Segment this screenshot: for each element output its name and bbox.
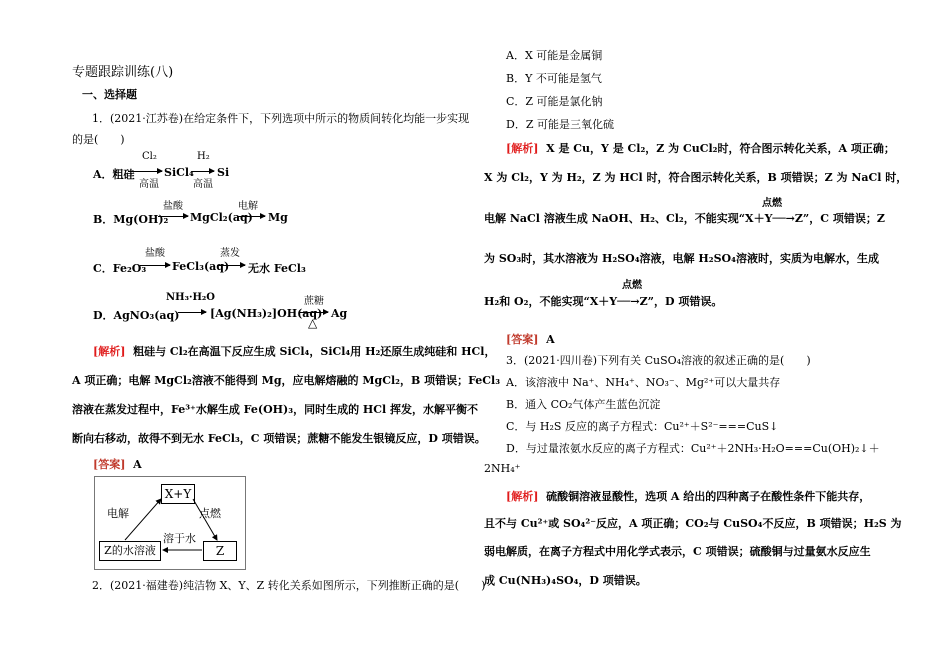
q2-stem: 2．(2021·福建卷)纯洁物 X、Y、Z 转化关系如图所示，下列推断正确的是( ) — [92, 579, 486, 592]
q1-answer — [93, 456, 142, 472]
diagram-arrows — [95, 477, 245, 569]
diagram-edge-dissolve: 溶于水 — [163, 532, 196, 545]
q1-c-end: 无水 FeCl₃ — [248, 262, 306, 275]
q1-b-arrow1 — [158, 216, 188, 217]
q1-option-b-label: B．Mg(OH)₂ — [93, 213, 169, 226]
q1-c-cond1: 盐酸 — [145, 248, 165, 259]
q2-option-b: B．Y 不可能是氢气 — [506, 72, 602, 85]
diagram-node-z: Z — [203, 541, 237, 561]
q3-option-d-cont: 2NH₄⁺ — [484, 462, 521, 475]
q1-b-end: Mg — [268, 211, 288, 224]
q1-a-end: Si — [217, 166, 230, 179]
q1-analysis-line1 — [93, 343, 495, 359]
answer-tag: [答案] — [93, 458, 126, 471]
q3-analysis-line4: 成 Cu(NH₃)₄SO₄，D 项错误。 — [484, 574, 647, 587]
q1-analysis-line3: 溶液在蒸发过程中，Fe³⁺水解生成 Fe(OH)₃，同时生成的 HCl 挥发，水解平衡不 — [72, 403, 479, 416]
analysis-tag: [解析] — [506, 490, 539, 503]
q1-c-arrow2 — [217, 265, 245, 266]
q3-analysis-line3: 弱电解质，在离子方程式中用化学式表示，C 项错误；硫酸铜与过量氨水反应生 — [484, 545, 871, 558]
analysis-text: 粗硅与 Cl₂在高温下反应生成 SiCl₄，SiCl₄用 H₂还原生成纯硅和 HCl， — [133, 345, 496, 358]
q1-d-heat: △ — [308, 316, 318, 330]
q2-analysis-line2: X 为 Cl₂，Y 为 H₂，Z 为 HCl 时，符合图示转化关系，B 项错误；Z 为 NaCl 时， — [484, 171, 908, 184]
q3-analysis-line1 — [506, 488, 870, 504]
q2-option-c: C．Z 可能是氯化钠 — [506, 95, 603, 108]
answer-value: A — [133, 458, 142, 471]
q1-d-end: Ag — [331, 307, 348, 320]
q1-analysis-line4: 断向右移动，故得不到无水 FeCl₃，C 项错误；蔗糖不能发生银镜反应，D 项错误。 — [72, 432, 486, 445]
q1-a-arrow1 — [128, 171, 162, 172]
q1-option-a-label: A．粗硅 — [93, 168, 135, 181]
q2-analysis-line4: 为 SO₃时，其水溶液为 H₂SO₄溶液，电解 H₂SO₄溶液时，实质为电解水，生成 — [484, 252, 879, 265]
q1-d-mid: [Ag(NH₃)₂]OH(aq) — [210, 307, 323, 320]
q1-a-cond2-top: H₂ — [197, 151, 210, 162]
analysis-text: 硫酸铜溶液显酸性，选项 A 给出的四种离子在酸性条件下能共存， — [546, 490, 871, 503]
q1-b-cond1: 盐酸 — [163, 201, 183, 212]
q1-analysis-line2: A 项正确；电解 MgCl₂溶液不能得到 Mg，应电解熔融的 MgCl₂，B 项错误；FeCl₃ — [72, 374, 501, 387]
q1-option-d-label: D．AgNO₃(aq) — [93, 309, 180, 322]
q2-answer — [506, 331, 555, 347]
q1-a-cond2-bot: 高温 — [193, 179, 213, 190]
answer-tag: [答案] — [506, 333, 539, 346]
q3-option-d: D．与过量浓氨水反应的离子方程式：Cu²⁺＋2NH₃·H₂O===Cu(OH)₂↓＋ — [506, 442, 880, 455]
diagram-edge-ignite: 点燃 — [199, 507, 221, 520]
diagram-edge-electrolysis: 电解 — [107, 507, 129, 520]
q1-a-cond1-top: Cl₂ — [142, 151, 157, 162]
q3-option-a: A．该溶液中 Na⁺、NH₄⁺、NO₃⁻、Mg²⁺可以大量共存 — [506, 376, 781, 389]
q1-d-cond1: NH₃·H₂O — [166, 292, 215, 303]
q2-analysis-line1 — [506, 140, 895, 156]
analysis-tag: [解析] — [93, 345, 126, 358]
q1-b-cond2: 电解 — [238, 201, 258, 212]
diagram-node-z-solution: Z的水溶液 — [99, 541, 161, 561]
q1-c-arrow1 — [140, 265, 170, 266]
q3-option-b: B．通入 CO₂气体产生蓝色沉淀 — [506, 398, 661, 411]
q3-option-c: C．与 H₂S 反应的离子方程式：Cu²⁺＋S²⁻===CuS↓ — [506, 420, 779, 433]
q1-option-c-label: C．Fe₂O₃ — [93, 262, 147, 275]
section-heading: 一、选择题 — [82, 88, 137, 101]
q1-b-arrow2 — [237, 216, 265, 217]
q1-a-mid: SiCl₄ — [164, 166, 194, 179]
q2-analysis-cond1: 点燃 — [762, 198, 782, 209]
q1-d-cond2: 蔗糖 — [304, 296, 324, 307]
diagram-node-xy: X+Y — [161, 484, 195, 504]
answer-value: A — [546, 333, 555, 346]
q1-stem: 1．(2021·江苏卷)在给定条件下，下列选项中所示的物质间转化均能一步实现 — [92, 112, 470, 125]
q1-stem-cont: 的是( ) — [72, 133, 125, 146]
q1-c-cond2: 蒸发 — [220, 248, 240, 259]
q3-analysis-line2: 且不与 Cu²⁺或 SO₄²⁻反应，A 项正确；CO₂与 CuSO₄不反应，B 项错误；H₂S 为 — [484, 517, 902, 530]
q1-a-arrow2 — [192, 171, 214, 172]
q1-c-mid: FeCl₃(aq) — [172, 260, 230, 273]
page-title: 专题跟踪训练(八) — [72, 65, 174, 80]
q2-option-d: D．Z 可能是三氧化硫 — [506, 118, 614, 131]
analysis-text: X 是 Cu，Y 是 Cl₂，Z 为 CuCl₂时，符合图示转化关系，A 项正确； — [546, 142, 895, 155]
q1-b-mid: MgCl₂(aq) — [190, 211, 253, 224]
q2-analysis-cond2: 点燃 — [622, 280, 642, 291]
transformation-diagram — [94, 476, 246, 570]
q3-stem: 3．(2021·四川卷)下列有关 CuSO₄溶液的叙述正确的是( ) — [506, 354, 811, 367]
analysis-tag: [解析] — [506, 142, 539, 155]
q1-a-cond1-bot: 高温 — [139, 179, 159, 190]
q2-analysis-line5: H₂和 O₂，不能实现“X＋Y──→Z”，D 项错误。 — [484, 295, 723, 308]
q1-d-arrow1 — [178, 312, 206, 313]
q1-d-arrow2 — [300, 312, 328, 313]
q2-option-a: A．X 可能是金属铜 — [506, 49, 603, 62]
q2-analysis-line3: 电解 NaCl 溶液生成 NaOH、H₂、Cl₂，不能实现“X＋Y──→Z”，C 项错误；Z — [484, 212, 885, 225]
